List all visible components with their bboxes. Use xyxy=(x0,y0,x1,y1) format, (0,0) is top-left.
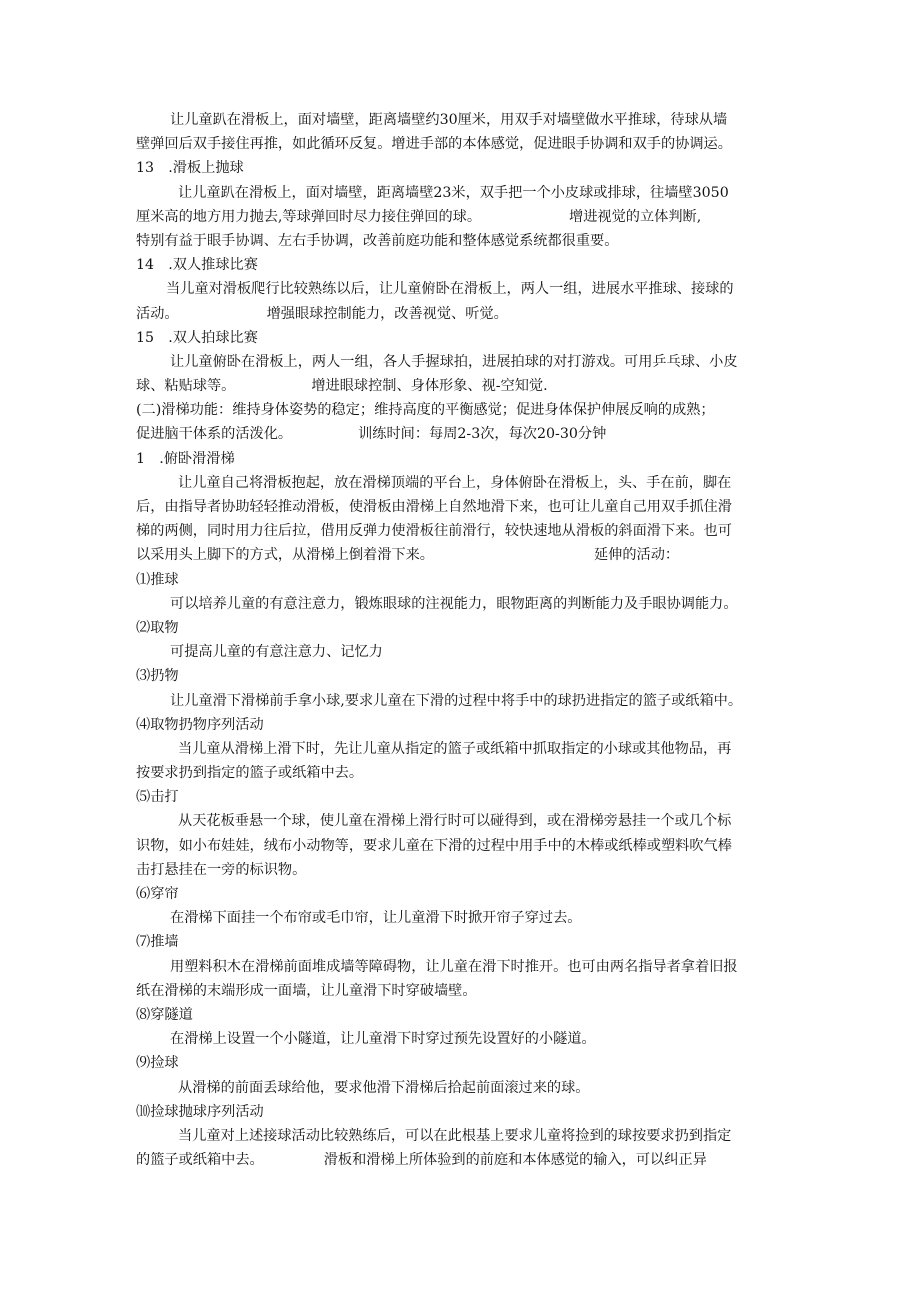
sub-heading: ⑻穿隧道 xyxy=(136,1006,193,1023)
paragraph-line: (二)滑梯功能：维持身体姿势的稳定；维持高度的平衡感觉；促进身体保护伸展反响的成熟； xyxy=(136,402,715,419)
paragraph-line: 按要求扔到指定的篮子或纸箱中去。 xyxy=(136,765,364,782)
paragraph-line: 让儿童俯卧在滑板上，两人一组，各人手握球拍，进展拍球的对打游戏。可用乒乓球、小皮 xyxy=(170,353,738,370)
paragraph-line: 壁弹回后双手接住再推，如此循环反复。增进手部的本体感觉，促进眼手协调和双手的协调运。 xyxy=(136,136,732,153)
sub-heading: ⑴推球 xyxy=(136,571,179,588)
text-span: 延伸的活动： xyxy=(593,547,680,564)
paragraph-line: 当儿童对滑板爬行比较熟练以后，让儿童俯卧在滑板上，两人一组，进展水平推球、接球的 xyxy=(166,281,734,298)
sub-heading: ⑽捡球抛球序列活动 xyxy=(136,1103,264,1120)
paragraph-line: 特别有益于眼手协调、左右手协调，改善前庭功能和整体感觉系统都很重要。 xyxy=(136,232,619,249)
section-heading: 13 .滑板上抛球 xyxy=(136,160,244,177)
paragraph-line: 可提高儿童的有意注意力、记忆力 xyxy=(170,644,383,661)
paragraph-line: 从天花板垂悬一个球，使儿童在滑梯上滑行时可以碰得到，或在滑梯旁悬挂一个或几个标 xyxy=(178,813,732,830)
sub-heading: ⑼捡球 xyxy=(136,1055,179,1072)
text-span: 增强眼球控制能力，改善视觉、听觉。 xyxy=(266,305,508,322)
sub-heading: ⑸击打 xyxy=(136,789,179,806)
sub-heading: ⑺推墙 xyxy=(136,934,179,951)
text-span: 训练时间：每周2-3次，每次20-30分钟 xyxy=(358,426,607,443)
paragraph-line xyxy=(136,543,796,567)
paragraph-line: 当儿童对上述接球活动比较熟练后，可以在此根基上要求儿童将捡到的球按要求扔到指定 xyxy=(178,1127,732,1144)
section-heading: 1 .俯卧滑滑梯 xyxy=(136,450,235,467)
paragraph-line: 让儿童自己将滑板抱起，放在滑梯顶端的平台上，身体俯卧在滑板上，头、手在前，脚在 xyxy=(178,474,732,491)
paragraph-line: 识物，如小布娃娃，绒布小动物等，要求儿童在下滑的过程中用手中的木棒或纸棒或塑料吹气棒 xyxy=(136,837,732,854)
text-span: 活动。 xyxy=(136,305,179,322)
paragraph-line xyxy=(136,1148,796,1172)
paragraph-line xyxy=(136,374,796,398)
text-span: 促进脑干体系的活泼化。 xyxy=(136,426,293,443)
paragraph-line: 击打悬挂在一旁的标识物。 xyxy=(136,861,307,878)
paragraph-line: 纸在滑梯的末端形成一面墙，让儿童滑下时穿破墙壁。 xyxy=(136,982,477,999)
paragraph-line: 当儿童从滑梯上滑下时，先让儿童从指定的篮子或纸箱中抓取指定的小球或其他物品，再 xyxy=(178,740,732,757)
section-heading: 14 .双人推球比赛 xyxy=(136,257,258,274)
sub-heading: ⑷取物扔物序列活动 xyxy=(136,716,264,733)
text-span: 增进视觉的立体判断, xyxy=(569,208,702,225)
text-span: 以采用头上脚下的方式，从滑梯上倒着滑下来。 xyxy=(136,547,434,564)
paragraph-line: 让儿童趴在滑板上，面对墙壁，距离墙壁约30厘米，用双手对墙壁做水平推球，待球从墙 xyxy=(170,112,728,128)
paragraph-line: 让儿童滑下滑梯前手拿小球,要求儿童在下滑的过程中将手中的球扔进指定的篮子或纸箱中。 xyxy=(170,692,743,709)
paragraph-line: 梯的两侧，同时用力往后拉，借用反弹力使滑板往前滑行，较快速地从滑板的斜面滑下来。也可 xyxy=(136,523,732,540)
paragraph-line: 从滑梯的前面丢球给他，要求他滑下滑梯后拾起前面滚过来的球。 xyxy=(178,1079,590,1096)
paragraph-line: 用塑料积木在滑梯前面堆成墙等障碍物，让儿童在滑下时推开。也可由两名指导者拿着旧报 xyxy=(170,958,738,975)
paragraph-line: 在滑梯下面挂一个布帘或毛巾帘，让儿童滑下时掀开帘子穿过去。 xyxy=(170,910,582,927)
paragraph-line: 后，由指导者协助轻轻推动滑板，使滑板由滑梯上自然地滑下来，也可让儿童自己用双手抓住滑 xyxy=(136,499,732,515)
text-span: 滑板和滑梯上所体验到的前庭和本体感觉的输入，可以纠正异 xyxy=(323,1152,707,1169)
text-span: 球、粘贴球等。 xyxy=(136,378,236,395)
paragraph-line: 在滑梯上设置一个小隧道，让儿童滑下时穿过预先设置好的小隧道。 xyxy=(170,1031,596,1048)
paragraph-line xyxy=(136,205,796,229)
paragraph-line xyxy=(136,422,796,446)
text-span: 的篮子或纸箱中去。 xyxy=(136,1152,264,1169)
document-page xyxy=(136,108,796,1172)
paragraph-line: 让儿童趴在滑板上，面对墙壁，距离墙壁23米，双手把一个小皮球或排球，往墙壁3050 xyxy=(178,184,729,201)
section-heading: 15 .双人拍球比赛 xyxy=(136,329,258,346)
sub-heading: ⑵取物 xyxy=(136,619,179,636)
sub-heading: ⑶扔物 xyxy=(136,668,179,685)
text-span: 厘米高的地方用力抛去,等球弹回时尽力接住弹回的球。 xyxy=(136,208,482,225)
paragraph-line: 可以培养儿童的有意注意力，锻炼眼球的注视能力，眼物距离的判断能力及手眼协调能力。 xyxy=(170,595,738,612)
paragraph-line xyxy=(136,302,796,326)
sub-heading: ⑹穿帘 xyxy=(136,886,179,902)
text-span: 增进眼球控制、身体形象、视-空知觉. xyxy=(311,378,548,395)
